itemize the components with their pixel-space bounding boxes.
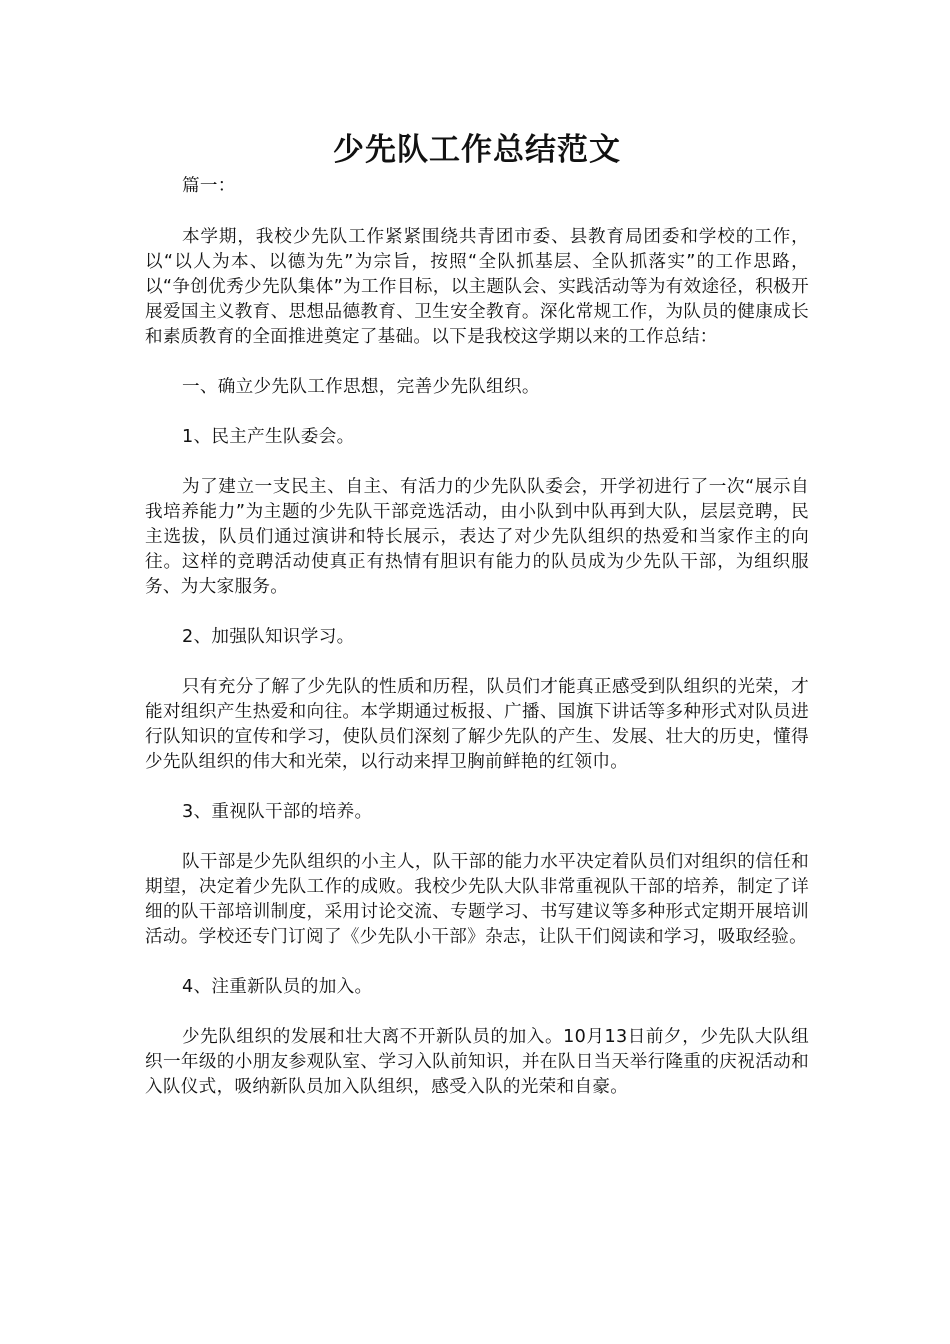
spacer xyxy=(145,825,809,850)
spacer xyxy=(145,199,809,225)
body-paragraph: 少先队组织的发展和壮大离不开新队员的加入。10月13日前夕，少先队大队组织一年级的小朋友参观队室、学习入队前知识，并在队日当天举行隆重的庆祝活动和入队仪式，吸纳新队员加入队组织，感受入队的光荣和自豪。 xyxy=(145,1027,809,1097)
spacer xyxy=(145,400,809,425)
spacer xyxy=(145,950,809,975)
subheading: 4、注重新队员的加入。 xyxy=(181,977,373,997)
section-heading: 一、确立少先队工作思想，完善少先队组织。 xyxy=(181,377,540,397)
document-title: 少先队工作总结范文 xyxy=(333,132,621,168)
subheading: 1、民主产生队委会。 xyxy=(181,427,355,447)
subheading: 2、加强队知识学习。 xyxy=(181,627,355,647)
spacer xyxy=(145,600,809,625)
intro-paragraph: 本学期，我校少先队工作紧紧围绕共青团市委、县教育局团委和学校的工作，以“以人为本、以德为先”为宗旨，按照“全队抓基层、全队抓落实”的工作思路，以“争创优秀少先队集体”为工作目标，以主题队会、实践活动等为有效途径，积极开展爱国主义教育、思想品德教育、卫生安全教育。深化常规工作，为队员的健康成长和素质教育的全面推进奠定了基础。以下是我校这学期以来的工作总结： xyxy=(145,227,809,347)
spacer xyxy=(145,775,809,800)
spacer xyxy=(145,1000,809,1025)
body-paragraph: 为了建立一支民主、自主、有活力的少先队队委会，开学初进行了一次“展示自我培养能力”为主题的少先队干部竞选活动，由小队到中队再到大队，层层竞聘，民主选拔，队员们通过演讲和特长展示，表达了对少先队组织的热爱和当家作主的向往。这样的竞聘活动使真正有热情有胆识有能力的队员成为少先队干部，为组织服务、为大家服务。 xyxy=(145,477,809,597)
spacer xyxy=(145,450,809,475)
spacer xyxy=(145,650,809,675)
body-paragraph: 队干部是少先队组织的小主人，队干部的能力水平决定着队员们对组织的信任和期望，决定着少先队工作的成败。我校少先队大队非常重视队干部的培养，制定了详细的队干部培训制度，采用讨论交流、专题学习、书写建议等多种形式定期开展培训活动。学校还专门订阅了《少先队小干部》杂志，让队干们阅读和学习，吸取经验。 xyxy=(145,852,809,947)
subheading: 3、重视队干部的培养。 xyxy=(181,802,373,822)
section-label: 篇一： xyxy=(181,176,236,196)
body-paragraph: 只有充分了解了少先队的性质和历程，队员们才能真正感受到队组织的光荣，才能对组织产生热爱和向往。本学期通过板报、广播、国旗下讲话等多种形式对队员进行队知识的宣传和学习，使队员们深刻了解少先队的产生、发展、壮大的历史，懂得少先队组织的伟大和光荣，以行动来捍卫胸前鲜艳的红领巾。 xyxy=(145,677,809,772)
spacer xyxy=(145,350,809,375)
document-body xyxy=(145,128,809,1100)
